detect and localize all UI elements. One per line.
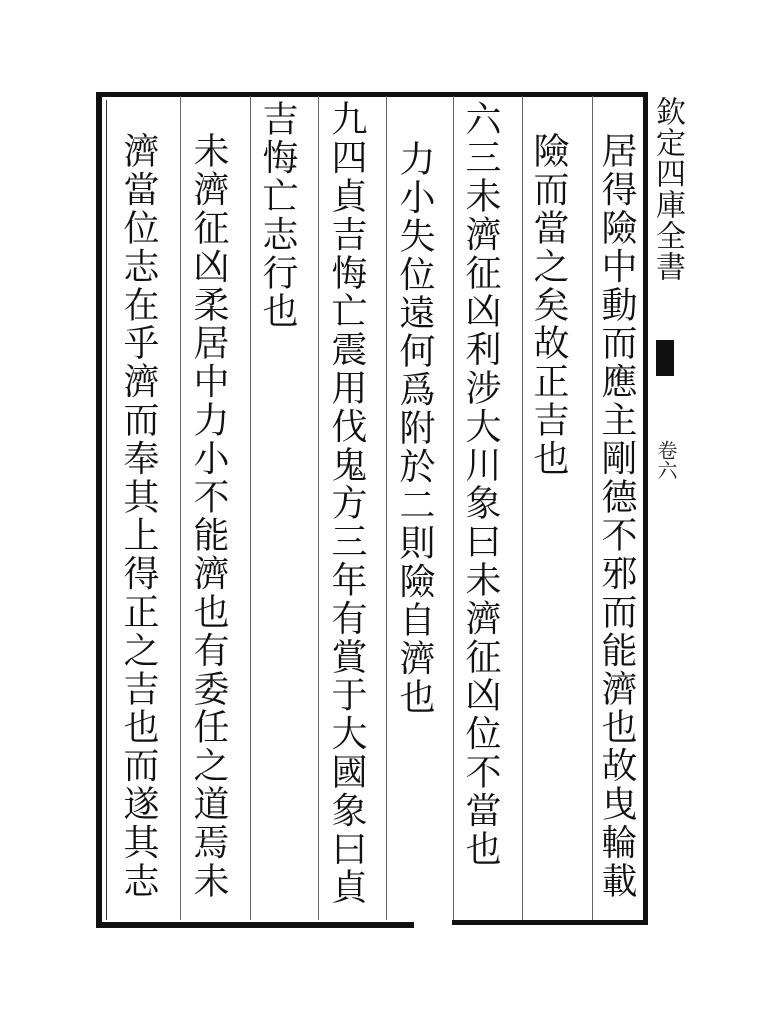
frame-bottom-border-right xyxy=(452,920,648,925)
text-column-1: 居得險中動而應主剛德不邪而能濟也故曳輪載 xyxy=(596,132,637,900)
column-rule xyxy=(386,96,387,920)
text-column-3: 六三未濟征凶利涉大川象曰未濟征凶位不當也 xyxy=(460,100,501,868)
column-rule xyxy=(250,96,251,920)
column-rule xyxy=(592,96,593,920)
text-column-7: 未濟征凶柔居中力小不能濟也有委任之道焉未 xyxy=(188,132,229,900)
volume-label: 卷六 xyxy=(654,440,678,480)
text-column-8: 濟當位志在乎濟而奉其上得正之吉也而遂其志 xyxy=(118,132,159,900)
frame-bottom-border xyxy=(96,922,414,928)
text-column-4: 力小失位遠何爲附於二則險自濟也 xyxy=(394,140,435,716)
column-rule xyxy=(180,96,181,920)
fishtail-mark xyxy=(656,340,674,376)
column-rule xyxy=(522,96,523,920)
frame-left-border xyxy=(96,92,102,928)
frame-inner-left-border xyxy=(106,100,107,920)
text-column-5: 九四貞吉悔亡震用伐鬼方三年有賞于大國象曰貞 xyxy=(326,100,367,907)
text-column-6: 吉悔亡志行也 xyxy=(257,100,298,331)
frame-top-border xyxy=(96,92,648,97)
book-title: 欽定四庫全書 xyxy=(650,96,685,282)
text-column-2: 險而當之矣故正吉也 xyxy=(528,132,569,478)
column-rule xyxy=(453,96,454,920)
column-rule xyxy=(318,96,319,920)
frame-right-border xyxy=(643,92,648,924)
